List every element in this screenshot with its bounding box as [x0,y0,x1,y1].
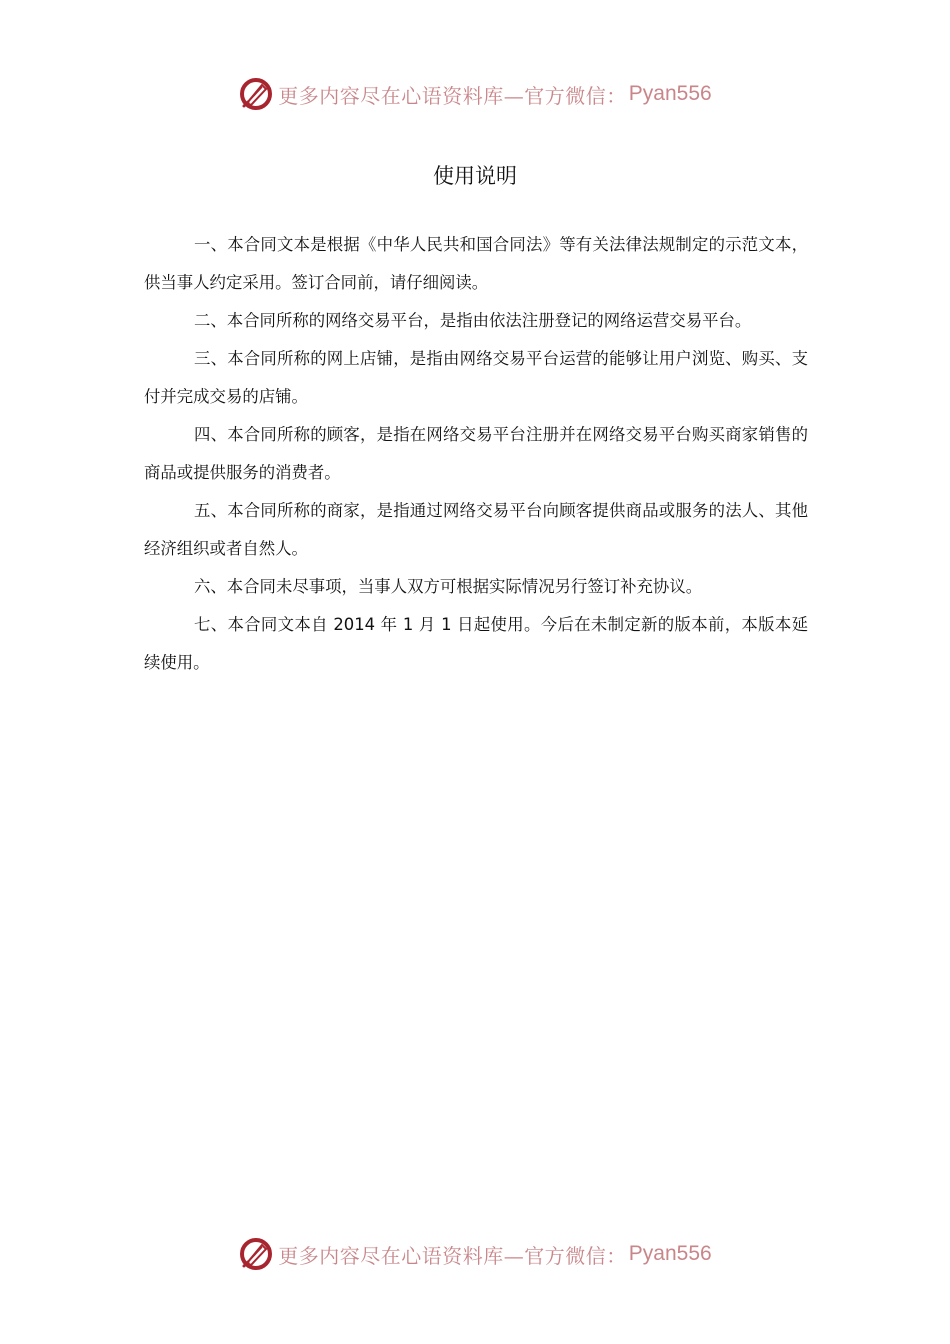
paragraph-6: 六、本合同未尽事项，当事人双方可根据实际情况另行签订补充协议。 [194,577,703,596]
footer-banner-id: Pyan556 [628,1242,712,1265]
header-banner-id: Pyan556 [628,82,712,105]
header-banner-text: 更多内容尽在心语资料库—官方微信： [278,83,627,108]
paragraph-5: 五、本合同所称的商家，是指通过网络交易平台向顾客提供商品或服务的法人、其他经济组织或者自然人。 [144,501,808,558]
paragraph-3: 三、本合同所称的网上店铺，是指由网络交易平台运营的能够让用户浏览、购买、支付并完成交易的店铺。 [144,349,808,406]
paragraph-2: 二、本合同所称的网络交易平台，是指由依法注册登记的网络运营交易平台。 [194,311,752,330]
document-title: 使用说明 [433,164,517,188]
pen-nib-logo-icon [238,76,274,112]
paragraph-7: 七、本合同文本自 2014 年 1 月 1 日起使用。今后在未制定新的版本前，本版本延续使用。 [144,615,808,672]
paragraph-4: 四、本合同所称的顾客，是指在网络交易平台注册并在网络交易平台购买商家销售的商品或提供服务的消费者。 [144,425,808,482]
header-banner [0,72,950,116]
footer-banner [0,1232,950,1276]
document-body [144,226,808,682]
paragraph-1: 一、本合同文本是根据《中华人民共和国合同法》等有关法律法规制定的示范文本，供当事人约定采用。签订合同前，请仔细阅读。 [144,235,808,292]
footer-banner-text: 更多内容尽在心语资料库—官方微信： [278,1243,627,1268]
pen-nib-logo-icon [238,1236,274,1272]
